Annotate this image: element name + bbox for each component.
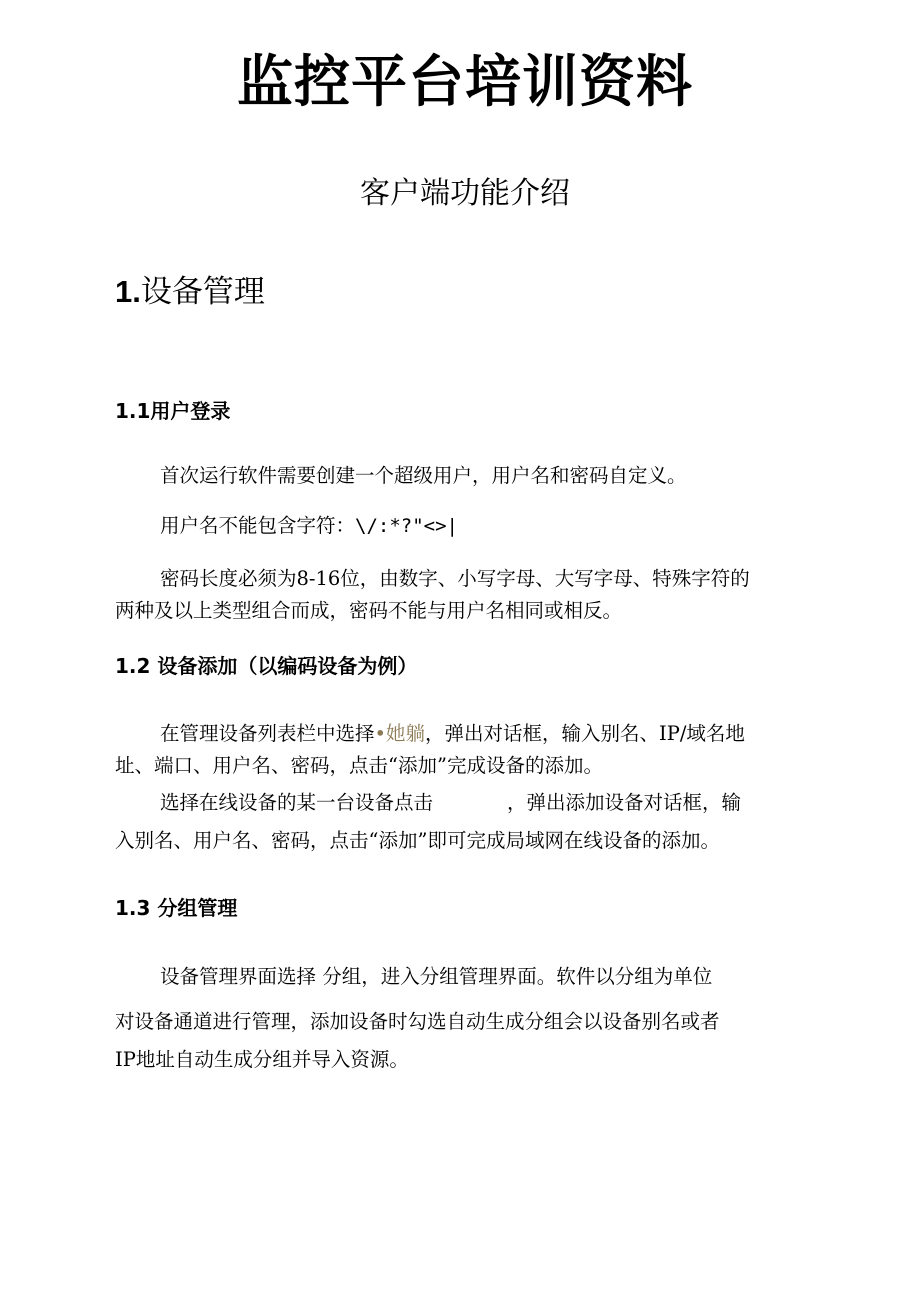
heading-group-management: 1.3 分组管理 — [115, 896, 238, 920]
paragraph-online-device-line1 — [160, 789, 741, 817]
paragraph-group-line1: 设备管理界面选择 分组，进入分组管理界面。软件以分组为单位 — [160, 965, 713, 988]
add-device-text-post: ，弹出对话框，输入别名、IP/域名地 — [425, 722, 745, 745]
paragraph-group-line3: IP地址自动生成分组并导入资源。 — [115, 1048, 409, 1071]
document-subtitle: 客户端功能介绍 — [360, 176, 570, 211]
section-title: 设备管理 — [140, 274, 265, 310]
heading-device-add: 1.2 设备添加（以编码设备为例） — [115, 654, 418, 678]
paragraph-password-rules-line2: 两种及以上类型组合而成，密码不能与用户名相同或相反。 — [115, 599, 623, 622]
paragraph-superuser: 首次运行软件需要创建一个超级用户，用户名和密码自定义。 — [160, 464, 687, 487]
online-device-text-pre: 选择在线设备的某一台设备点击 — [160, 791, 434, 814]
forbidden-characters: \/:*?"<>| — [355, 515, 458, 537]
paragraph-username-rules — [160, 512, 458, 540]
online-device-text-post: ，弹出添加设备对话框，输 — [507, 791, 742, 814]
paragraph-group-line2: 对设备通道进行管理，添加设备时勾选自动生成分组会以设备别名或者 — [115, 1010, 720, 1033]
add-device-highlight: •她躺 — [374, 722, 426, 745]
paragraph-add-device-line1 — [160, 720, 745, 748]
add-device-text-pre: 在管理设备列表栏中选择 — [160, 722, 375, 745]
paragraph-add-device-line2: 址、端口、用户名、密码，点击“添加”完成设备的添加。 — [115, 754, 603, 777]
heading-user-login: 1.1用户登录 — [115, 399, 231, 423]
paragraph-online-device-line2: 入别名、用户名、密码，点击“添加”即可完成局域网在线设备的添加。 — [115, 829, 720, 852]
username-rules-text: 用户名不能包含字符： — [160, 514, 356, 537]
paragraph-password-rules-line1: 密码长度必须为8-16位，由数字、小写字母、大写字母、特殊字符的 — [160, 567, 750, 590]
section-heading-device-management — [115, 268, 265, 316]
document-title: 监控平台培训资料 — [237, 49, 693, 115]
section-number: 1. — [115, 274, 141, 309]
